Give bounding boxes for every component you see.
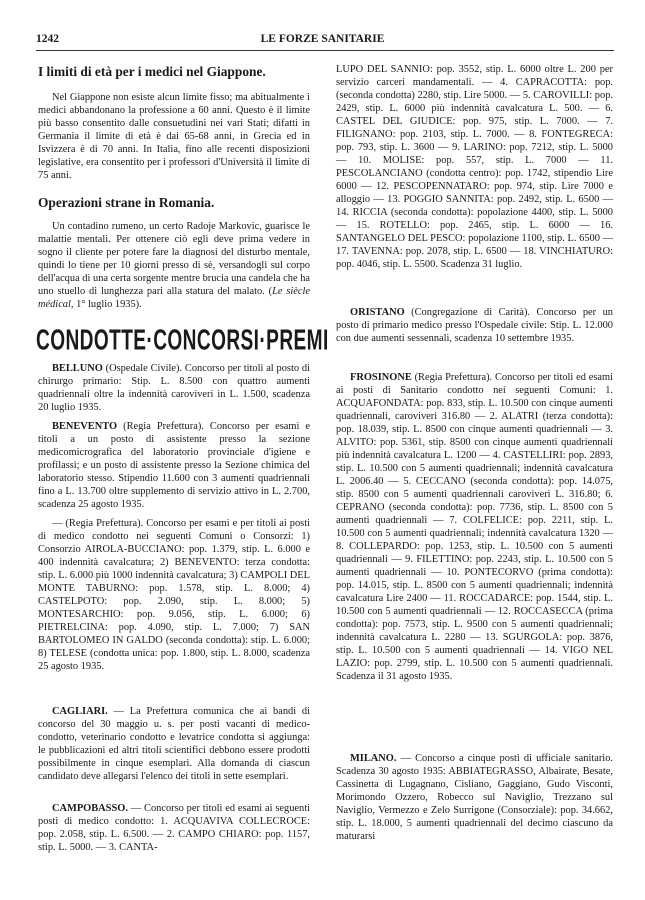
notice-body: (Congregazione di Carità). Concorso per un posto di primario medico presso l'Ospedale civile: Stip. L. 12.000 con due aumenti sessennali, scadenza 10 settembre 1935. [336,307,613,344]
notice-benevento-2: — (Regia Prefettura). Concorso per esami e per titoli ai posti di medico condotto nei seguenti Comuni o Consorzi: 1) Consorzio AIROLA-BUCCIANO: pop. 1.379, stip. L. 6.000 e 400 indennità cavalcatura; 2) BENEVENTO: terza condotta: stip. L. 6.000 più 1000 indennità cavalcatura; 3) CAMPOLI DEL MONTE TABURNO: pop. 1.578, stip. L. 8.000; 4) CASTELPOTO: pop. 2.090, stip. L. 8.000; 5) MONTESARCHIO: pop. 9.056, stip. L. 6.000; 6) PIETRELCINA: pop. 4.090, stip. L. 7.000; 7) SAN BARTOLOMEO IN GALDO (seconda condotta): stip. L. 6.000; 8) TELESE (condotta unica: pop. 1.800, stip. L. 8.000, scadenza 25 agosto 1935. [38,518,310,672]
notice-lead: ORISTANO [350,307,405,318]
notice-milano [336,752,613,843]
page-number: 1242 [36,33,59,45]
notice-cagliari [38,705,310,783]
notice-belluno [38,362,310,414]
notice-body: — La Prefettura comunica che ai bandi di concorso del 30 maggio u. s. per posti vacanti di medico-condotto, veterinario condotto e levatrice condotta si aggiunga: le pubblicazioni ed altri titoli scientifici debbono essere prodotti possibilmente in cinque esemplari. Alla domanda di ciascun candidato deve allegarsi l'elenco dei titoli in sette esemplari. [38,706,310,782]
notice-lead: BELLUNO [52,363,103,374]
article-heading-japan: I limiti di età per i medici nel Giappone. [38,64,266,79]
notice-frosinone [336,371,613,683]
article-japan-text: Nel Giappone non esiste alcun limite fisso; ma abitualmente i medici abbandonano la professione a 60 anni. Questo è il limite più basso consentito dalle consuetudini nei vari Stati; difatti in Germania il limite di età è dai 65-68 anni, in Grecia ed in Isvizzera è di 70 anni. In Italia, fino alle recenti disposizioni legislative, era consentito per i professori d'Università il limite di 75 anni. [38,92,310,181]
section-banner: CONDOTTE·CONCORSI·PREMI [36,323,329,356]
notice-lead: BENEVENTO [52,421,118,432]
notice-lead: MILANO. [350,753,397,764]
notice-campobasso-continued: LUPO DEL SANNIO: pop. 3552, stip. L. 6000 oltre L. 200 per servizio carceri mandamentali. — 4. CAPRACOTTA: pop. (seconda condotta) 2280, stip. Lire 5000. — 5. CAROVILLI: pop. 2429, stip. L. 6000 più indennità cavalcatura L. 500. — 6. CASTEL DEL GIUDICE: pop. 975, stip. L. 7000. — 7. FILIGNANO: pop. 2103, stip. L. 7000. — 8. FONTEGRECA: pop. 793, stip. L. 3600 — 9. LARINO: pop. 7212, stip. L. 5000 — 10. MOLISE: pop. 557, stip. L. 7000 — 11. PESCOLANCIANO (condotta centro): pop. 1742, stipendio Lire 6000 — 12. PESCOPENNATARO: pop. 974, stip. Lire 7000 e alloggio — 13. POGGIO SANNITA: pop. 2492, stip. L. 6500 — 14. RICCIA (seconda condotta): popolazione 4400, stip. L. 5000 — 15. ROTELLO: pop. 2465, stip. L. 6000 — 16. SANTANGELO DEL PESCO: popolazione 1100, stip. L. 6500 — 17. TAVENNA: pop. 2078, stip. L. 6500 — 18. VINCHIATURO: pop. 4046, stip. L. 5500. Scadenza 31 luglio. [336,64,613,270]
notice-campobasso [38,802,310,854]
header-rule [36,50,614,51]
notice-body: (Ospedale Civile). Concorso per titoli al posto di chirurgo primario: Stip. L. 8.500 con quattro aumenti quadriennali oltre la indennità caroviveri in L. 1.500, scadenza 20 luglio 1935. [38,363,310,413]
notice-lead: CAMPOBASSO. [52,803,128,814]
notice-body: — Concorso a cinque posti di ufficiale sanitario. Scadenza 30 agosto 1935: ABBIATEGRASSO, Albairate, Besate, Cassinetta di Lugagnano, Cisliano, Gaggiano, Gudo Visconti, Morimondo Ozzero, Robecco sul Naviglio, Trezzano sul Naviglio, Vermezzo e Zelo Surrigone (Consorziale): pop. 34.662, stip. L. 18.000, 5 aumenti quadriennali del decimo ciascuno da maturarsi [336,753,613,842]
romania-body: Un contadino rumeno, un certo Radoje Markovic, guarisce le malattie mentali. Per ottenere ciò egli deve prima vedere in sogno il cliente per potere fare la diagnosi del disturbo mentale, quindi lo tiene per 10 giorni presso di sè, versandogli sul corpo dell'acqua di una certa sorgente mentre brucia una candela che ha uno stuello di lunghezza pari alla statura del malato. ( [38,221,310,297]
notice-oristano [336,306,613,345]
notice-body: (Regia Prefettura). Concorso per esami e titoli a un posto di assistente presso la sezione medicomicrografica del laboratorio provinciale d'igiene e profilassi; e un posto di assistente presso la Sezione chimica del laboratorio stesso. Stipendio 11.600 con 3 aumenti quadriennali fino a L. 13.700 oltre supplemento di servizio attivo in L. 2.700, scadenza 25 agosto 1935. [38,421,310,510]
article-heading-romania: Operazioni strane in Romania. [38,195,215,210]
romania-date: 1° luglio 1935). [73,299,142,310]
notice-body: — Concorso per titoli ed esami ai seguenti posti di medico condotto: 1. ACQUAVIVA COLLECROCE: pop. 2.058, stip. L. 6.500. — 2. CAMPO CHIARO: pop. 1157, stip. L. 5000. — 3. CANTA- [38,803,310,853]
article-romania-text [38,220,310,311]
notice-body: (Regia Prefettura). Concorso per titoli ed esami ai posti di Sanitario condotto nei seguenti Comuni: 1. ACQUAFONDATA: pop. 833, stip. L. 10.500 con cinque aumenti quadriennali, caroviveri 316.80 — 2. ALATRI (terza condotta): pop. 18.039, stip. L. 8500 con cinque aumenti quadriennali — 3. ALVITO: pop. 5361, stip. 8500 con cinque aumenti quadriennali più indennità cavalcatura L. 1200 — 4. CASTELLIRI: pop. 2893, stip. L. 10.500 con 5 aumenti quadriennali; indennità cavalcatura L. 2006.40 — 5. CECCANO (seconda condotta): pop. 14.075, stip. 8500 con 5 aumenti quadriennali caroviveri L. 316.80; 6. CEPRANO (seconda condotta): pop. 7736, stip. L. 8500 con 5 aumenti quadriennali — 7. COLFELICE: pop. 2211, stip. L. 10.500 con 5 aumenti quadriennali; indennità cavalcatura 1320 — 8. COLLEPARDO: pop. 1253, stip. L. 10.500 con 5 aumenti quadriennali — 9. FILETTINO: pop. 2243, stip. L. 10.500 con 5 aumenti quadriennali — 10. PONTECORVO (prima condotta): pop. 14.015, stip. L. 8500 con 5 aumenti quadriennali; indennità cavalcatura Lire 2400 — 11. ROCCADARCE: pop. 1544, stip. L. 10.500 con 5 aumenti quadriennali — 12. ROCCASECCA (prima condotta): pop. 7573, stip. L. 9500 con 5 aumenti quadriennali; indennità cavalcatura L. 2280 — 13. SGURGOLA: pop. 3876, stip. L. 10.500 con 5 aumenti quadriennali — 14. VIGO NEL LAZIO: pop. 2799, stip. L. 10.500 con 5 aumenti quadriennali. Scadenza il 31 agosto 1935. [336,372,613,682]
notice-benevento [38,420,310,511]
notice-lead: FROSINONE [350,372,412,383]
notice-lead: CAGLIARI. [52,706,108,717]
romania-source: Le siècle médical, [38,286,310,310]
running-title: LE FORZE SANITARIE [260,33,385,45]
